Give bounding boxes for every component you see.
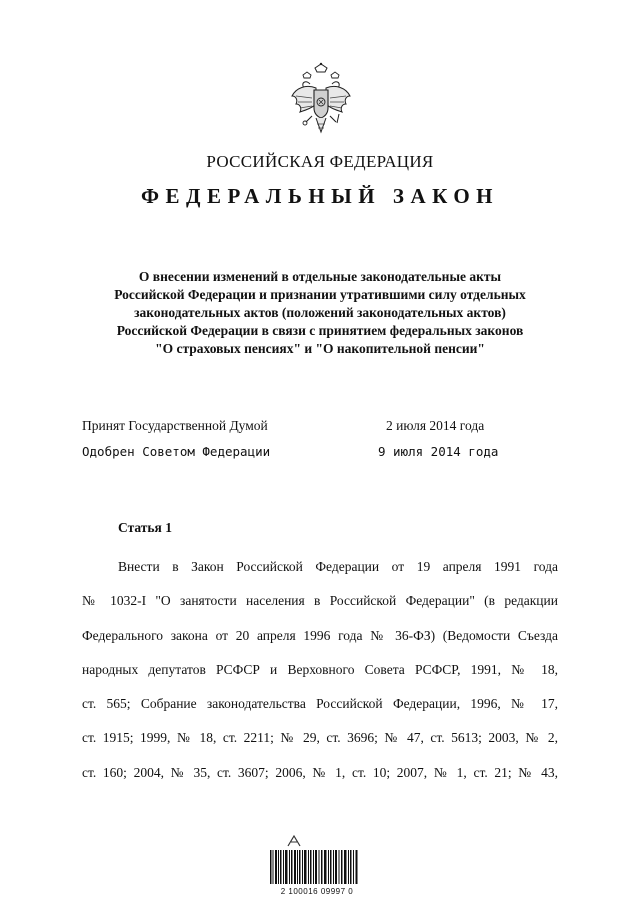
council-label: Одобрен Советом Федерации: [82, 444, 271, 459]
registration-mark-icon: [286, 832, 302, 848]
law-title: [60, 268, 580, 358]
law-title-line: Российской Федерации в связи с принятием федеральных законов: [116, 323, 524, 338]
law-title-line: "О страховых пенсиях" и "О накопительной пенсии": [155, 341, 485, 356]
body-line: ст. 1915; 1999, № 18, ст. 2211; № 29, ст. 3696; № 47, ст. 5613; 2003, № 2,: [82, 730, 558, 746]
law-title-line: законодательных актов (положений законодательных актов): [134, 305, 506, 320]
body-line: народных депутатов РСФСР и Верховного Совета РСФСР, 1991, № 18,: [82, 661, 558, 677]
council-date: 9 июля 2014 года: [378, 444, 499, 459]
duma-label: Принят Государственной Думой: [82, 418, 268, 433]
body-line: ст. 565; Собрание законодательства Российской Федерации, 1996, № 17,: [82, 696, 558, 712]
barcode-icon: [270, 850, 358, 884]
law-title-line: О внесении изменений в отдельные законодательные акты: [138, 269, 502, 284]
law-title-line: Российской Федерации и признании утратившими силу отдельных: [114, 287, 526, 302]
barcode-number: 2 100016 09997 0: [280, 887, 354, 896]
country-heading: РОССИЙСКАЯ ФЕДЕРАЦИЯ: [206, 152, 434, 171]
article-heading: Статья 1: [118, 520, 172, 535]
body-line: ст. 160; 2004, № 35, ст. 3607; 2006, № 1, ст. 10; 2007, № 1, ст. 21; № 43,: [82, 764, 558, 780]
duma-date: 2 июля 2014 года: [386, 418, 485, 433]
state-emblem-icon: [286, 62, 356, 142]
body-line: Федерального закона от 20 апреля 1996 года № 36-ФЗ) (Ведомости Съезда: [82, 627, 558, 643]
body-line: Внести в Закон Российской Федерации от 19 апреля 1991 года: [118, 559, 558, 574]
law-type-heading: ФЕДЕРАЛЬНЫЙ ЗАКОН: [141, 184, 499, 208]
article-body: [82, 550, 558, 790]
body-line: № 1032-I "О занятости населения в Российской Федерации" (в редакции: [82, 593, 558, 609]
barcode-block: [262, 832, 372, 894]
